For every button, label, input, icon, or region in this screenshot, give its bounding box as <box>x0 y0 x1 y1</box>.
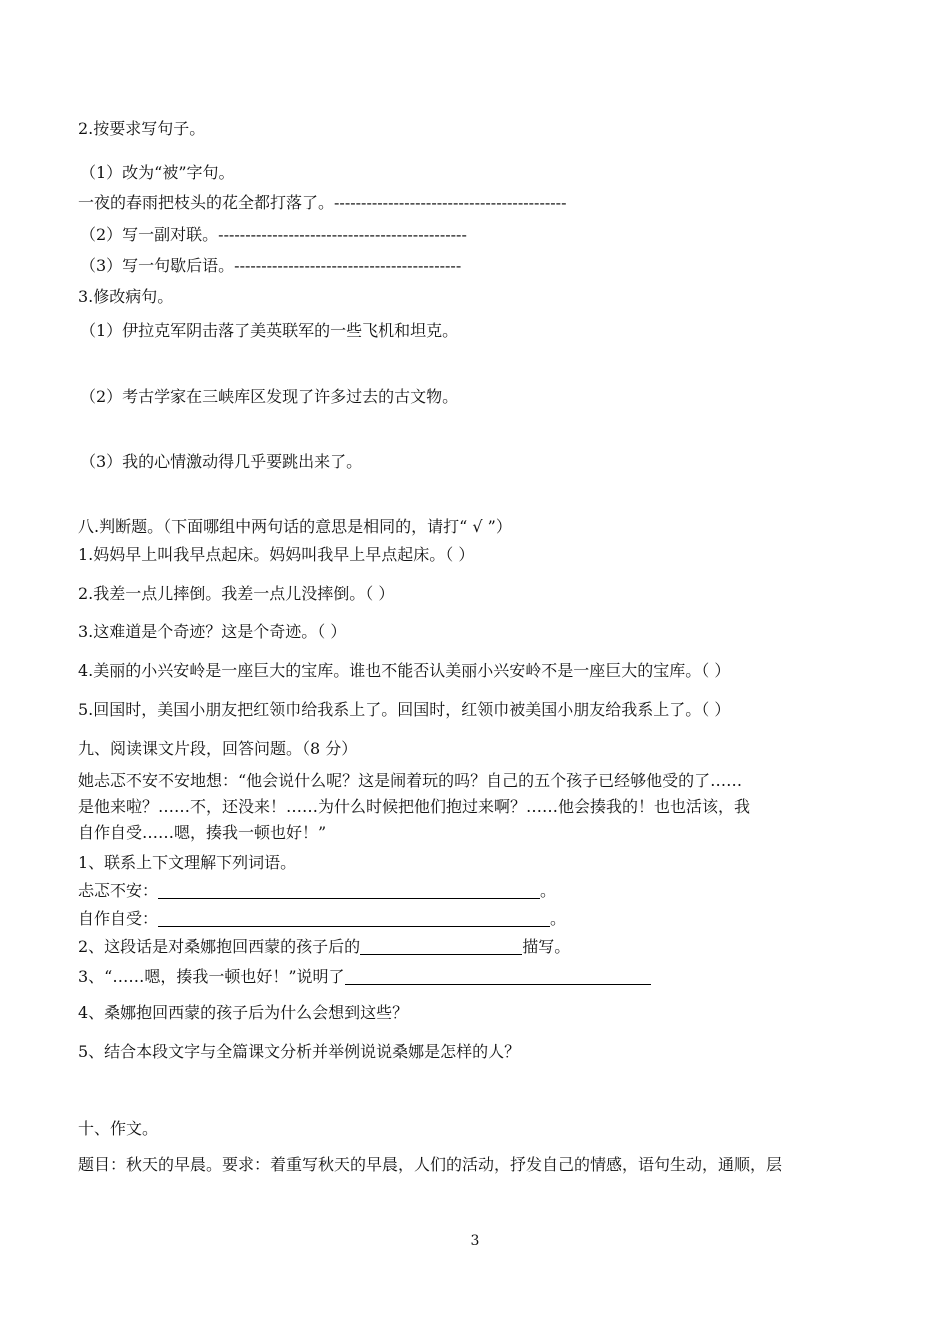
section-10-title: 十、作文。 <box>78 1119 159 1138</box>
composition-prompt: 题目：秋天的早晨。要求：着重写秋天的早晨，人们的活动，抒发自己的情感，语句生动，通顺，层 <box>78 1155 783 1174</box>
section-2-title: 2.按要求写句子。 <box>78 119 206 138</box>
term-label-2: 自作自受： <box>78 909 159 928</box>
answer-blank-1[interactable] <box>158 882 540 899</box>
section-3-title: 3.修改病句。 <box>78 287 174 306</box>
section-9-q1b <box>78 909 566 929</box>
section-9-q1: 1、联系上下文理解下列词语。 <box>78 853 297 872</box>
answer-blank-3[interactable] <box>360 938 522 955</box>
section-2-q3: （3）写一句歇后语。------------------------------------------ <box>80 256 462 275</box>
section-8-item-1: 1.妈妈早上叫我早点起床。妈妈叫我早上早点起床。（ ） <box>78 545 475 564</box>
section-8-item-5: 5.回国时，美国小朋友把红领巾给我系上了。回国时，红领巾被美国小朋友给我系上了。（ ） <box>78 700 731 719</box>
section-9-q4: 4、桑娜抱回西蒙的孩子后为什么会想到这些？ <box>78 1003 409 1022</box>
section-3-q2: （2）考古学家在三峡库区发现了许多过去的古文物。 <box>80 387 459 406</box>
section-2-q2: （2）写一副对联。---------------------------------------------- <box>80 225 467 244</box>
section-2-q1-sentence: 一夜的春雨把枝头的花全都打落了。------------------------------------------- <box>78 193 567 212</box>
section-2-q1-label: （1）改为“被”字句。 <box>80 163 235 182</box>
passage-line-2: 是他来啦？……不，还没来！……为什么时候把他们抱过来啊？……他会揍我的！也也活该，我 <box>78 797 751 816</box>
section-8-item-3: 3.这难道是个奇迹？这是个奇迹。（ ） <box>78 622 347 641</box>
section-3-q3: （3）我的心情激动得几乎要跳出来了。 <box>80 452 363 471</box>
section-3-q1: （1）伊拉克军阴击落了美英联军的一些飞机和坦克。 <box>80 321 459 340</box>
section-9-q5: 5、结合本段文字与全篇课文分析并举例说说桑娜是怎样的人？ <box>78 1042 521 1061</box>
answer-blank-2[interactable] <box>158 910 550 927</box>
answer-blank-4[interactable] <box>345 968 651 985</box>
period-2: 。 <box>550 909 567 928</box>
page-number: 3 <box>470 1233 480 1249</box>
q2-text-after: 描写。 <box>522 937 571 956</box>
section-9-q1a <box>78 881 556 901</box>
q3-text-before: 3、“……嗯，揍我一顿也好！”说明了 <box>78 967 345 986</box>
section-9-q3 <box>78 967 651 987</box>
passage-line-1: 她忐忑不安不安地想：“他会说什么呢？这是闹着玩的吗？自己的五个孩子已经够他受的了…… <box>78 771 743 790</box>
section-8-title: 八.判断题。（下面哪组中两句话的意思是相同的，请打“ √ ”） <box>78 517 512 536</box>
q2-text-before: 2、这段话是对桑娜抱回西蒙的孩子后的 <box>78 937 361 956</box>
period-1: 。 <box>540 881 557 900</box>
term-label-1: 忐忑不安： <box>78 881 159 900</box>
section-8-item-4: 4.美丽的小兴安岭是一座巨大的宝库。谁也不能否认美丽小兴安岭不是一座巨大的宝库。（ ） <box>78 661 731 680</box>
section-8-item-2: 2.我差一点儿摔倒。我差一点儿没摔倒。（ ） <box>78 584 395 603</box>
section-9-title: 九、阅读课文片段，回答问题。（8 分） <box>78 739 358 758</box>
section-9-q2 <box>78 937 570 957</box>
passage-line-3: 自作自受……嗯，揍我一顿也好！” <box>78 823 327 842</box>
